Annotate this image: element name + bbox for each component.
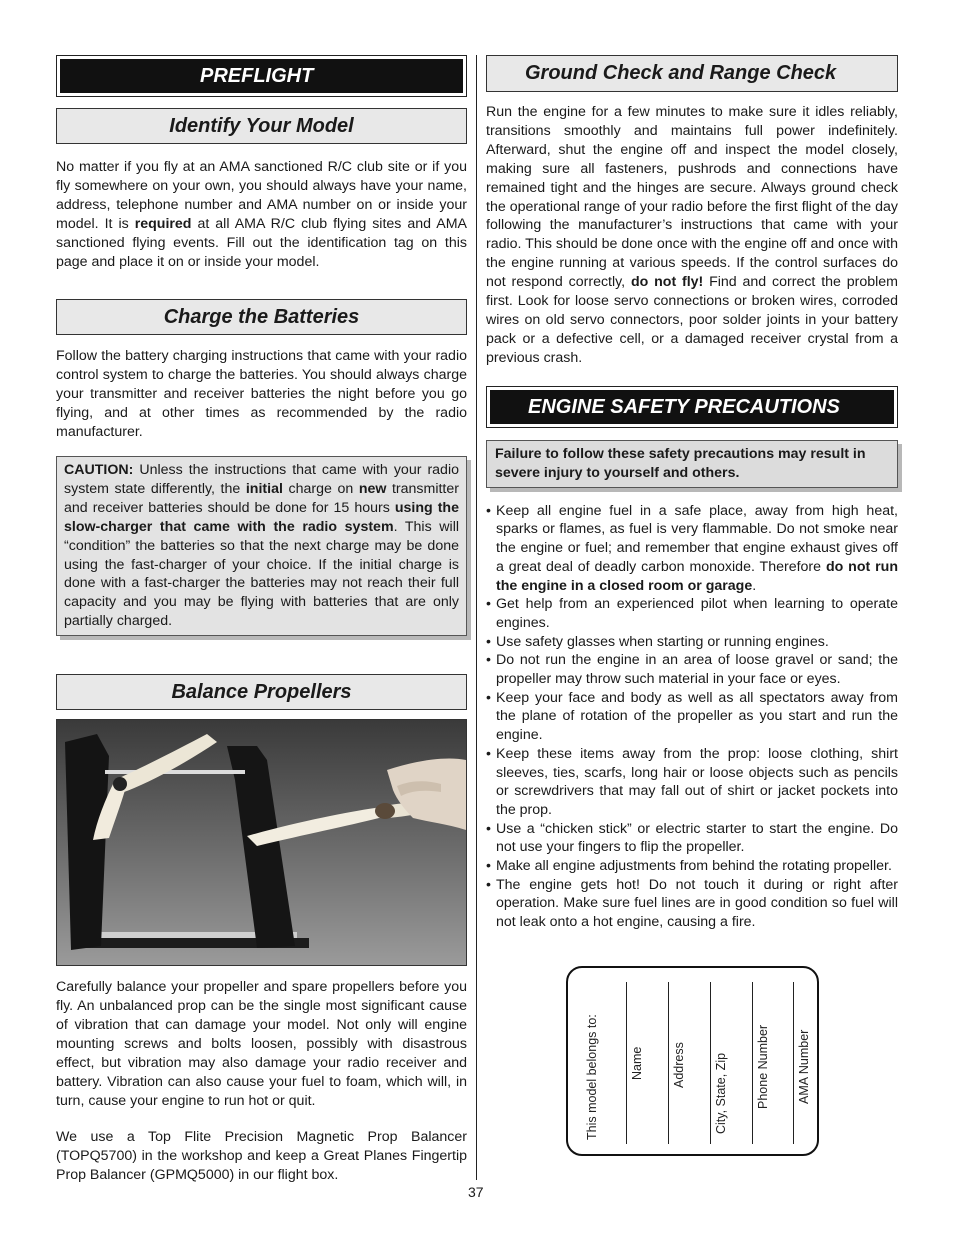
identify-body: No matter if you fly at an AMA sanctioned R/C club site or if you fly somewhere on your own, you should always have your name, address, telephone number and AMA number on or inside your model. It is required at all AMA R/C club flying sites and AMA sanctioned flying events. Fill out the identification tag on this page and place it on or inside your model.: [56, 159, 467, 270]
tag-line-ama: [793, 982, 794, 1144]
preflight-title: PREFLIGHT: [60, 59, 463, 93]
column-divider: [476, 55, 477, 1180]
ground-heading: Ground Check and Range Check: [486, 55, 898, 92]
safety-warning: Failure to follow these safety precautions may result in severe injury to yourself and others.: [486, 440, 898, 488]
charge-body: Follow the battery charging instructions that came with your radio control system to charge the batteries. You should always charge your transmitter and receiver batteries the night before you go flying, and at other times as recommended by the radio manufacturer.: [56, 348, 467, 441]
tag-field-phone: Phone Number: [756, 1024, 770, 1109]
list-item: • Use a “chicken stick” or electric starter to start the engine. Do not use your fingers to flip the propeller.: [486, 820, 898, 857]
tag-title: This model belongs to:: [585, 1014, 599, 1140]
tag-line-address: [668, 982, 669, 1144]
identification-tag: [566, 966, 819, 1156]
list-item: • Use safety glasses when starting or running engines.: [486, 633, 898, 652]
balance-body-2: We use a Top Flite Precision Magnetic Prop Balancer (TOPQ5700) in the workshop and keep a Great Planes Fingertip Prop Balancer (GPMQ5000) in our flight box.: [56, 1129, 467, 1184]
ground-body: Run the engine for a few minutes to make sure it idles reliably, transitions smoothly and maintains full power indefinitely. Afterward, shut the engine off and inspect the model closely, making sure all fasteners, pushrods and connections have remained tight and the hinges are secure. Always ground check the operational range of your radio before the first flight of the day following the manufacturer’s instructions that came with your radio. This should be done once with the engine off and once with the engine running at various speeds. If the control surfaces do not respond correctly, do not fly! Find and correct the problem first. Look for loose servo connections or broken wires, corroded wires on old servo connectors, poor solder joints in your battery pack or a defective cell, or a damaged receiver crystal from a previous crash.: [486, 104, 898, 366]
tag-field-address: Address: [672, 1042, 686, 1088]
tag-field-city-state-zip: City, State, Zip: [714, 1052, 728, 1134]
safety-list: [486, 502, 898, 932]
caution-box: CAUTION: Unless the instructions that came with your radio system state differently, the initial charge on new transmitter and receiver batteries should be done for 15 hours using the slow-charger that came with the radio system. This will “condition” the batteries so that the next charge may be done using the fast-charger of your choice. If the initial charge is done with a fast-charger the batteries may not reach their full capacity and you may be flying with batteries that are only partially charged.: [56, 456, 467, 636]
charge-heading: Charge the Batteries: [56, 299, 467, 335]
prop-balancer-photo: [56, 719, 467, 966]
tag-field-name: Name: [630, 1046, 644, 1080]
balance-heading: Balance Propellers: [56, 674, 467, 710]
list-item: • Get help from an experienced pilot when learning to operate engines.: [486, 595, 898, 632]
left-column: [56, 55, 467, 1185]
list-item: • The engine gets hot! Do not touch it during or right after operation. Make sure fuel lines are in good condition so fuel will not leak onto a hot engine, causing a fire.: [486, 876, 898, 932]
list-item: • Keep your face and body as well as all spectators away from the plane of rotation of the propeller as you start and run the engine.: [486, 689, 898, 745]
list-item: • Keep these items away from the prop: loose clothing, shirt sleeves, ties, scarfs, long hair or loose objects such as pencils or screwdrivers that may fall out of shirt or jacket pockets into the prop.: [486, 745, 898, 820]
page-number: 37: [468, 1184, 484, 1200]
balance-body-1: Carefully balance your propeller and spare propellers before you fly. An unbalanced prop can be the single most significant cause of vibration that can damage your model. Not only will engine mounting screws and bolts loosen, possibly with disastrous effect, but vibration may also damage your radio receiver and battery. Vibration can also cause your fuel to foam, which will, in turn, cause your engine to run hot or quit.: [56, 979, 467, 1109]
tag-line-name: [626, 982, 627, 1144]
identify-heading: Identify Your Model: [56, 108, 467, 144]
right-column: [486, 55, 898, 932]
tag-field-ama-number: AMA Number: [797, 1029, 811, 1104]
preflight-banner: [56, 55, 467, 97]
list-item: • Do not run the engine in an area of loose gravel or sand; the propeller may throw such material in your face or eyes.: [486, 651, 898, 688]
engine-safety-banner: [486, 386, 898, 428]
list-item: • Make all engine adjustments from behind the rotating propeller.: [486, 857, 898, 876]
engine-safety-title: ENGINE SAFETY PRECAUTIONS: [490, 390, 894, 424]
list-item: • Keep all engine fuel in a safe place, away from high heat, sparks or flames, as fuel is very flammable. Do not smoke near the engine or fuel; and remember that engine exhaust gives off a great deal of deadly carbon monoxide. Therefore do not run the engine in a closed room or garage.: [486, 502, 898, 596]
tag-line-phone: [752, 982, 753, 1144]
tag-line-city: [710, 982, 711, 1144]
